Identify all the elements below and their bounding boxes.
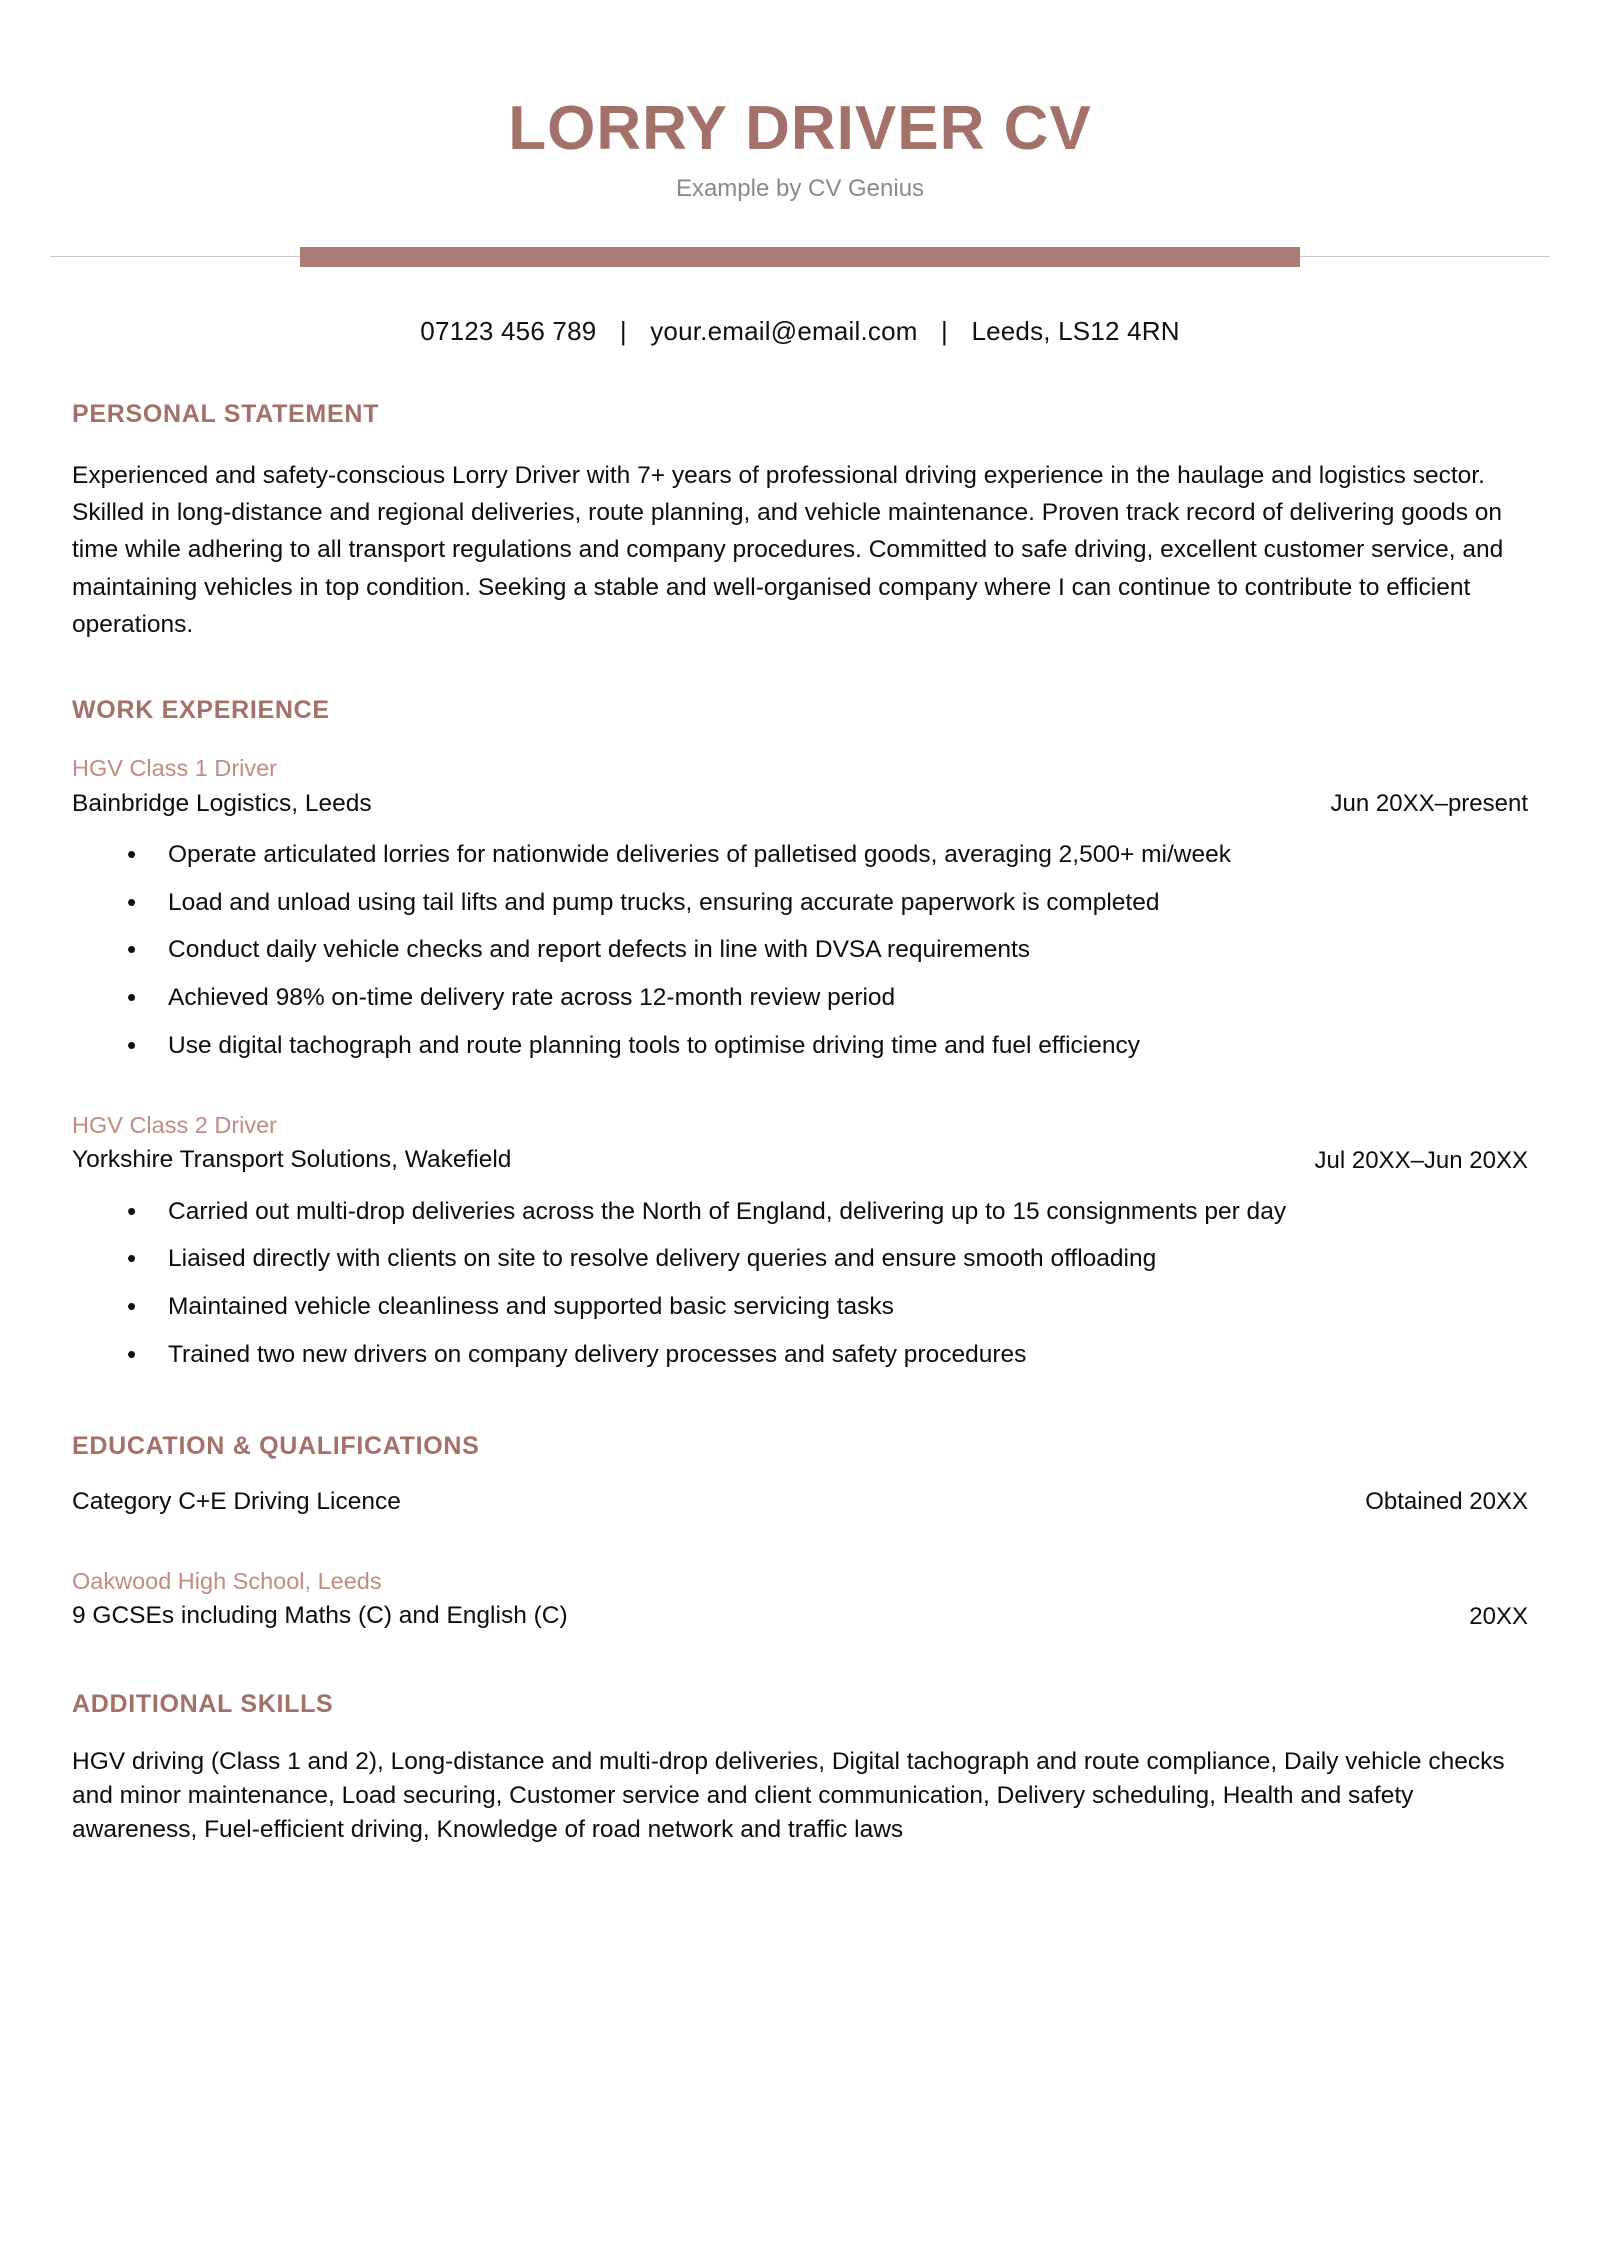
list-item: • Liaised directly with clients on site to resolve delivery queries and ensure smooth offloading bbox=[72, 1242, 1528, 1277]
education-date: 20XX bbox=[1469, 1602, 1528, 1630]
job-title: HGV Class 2 Driver bbox=[72, 1111, 278, 1138]
section-personal-statement bbox=[72, 399, 1528, 643]
section-work-experience bbox=[72, 695, 1528, 1373]
education-detail: 9 GCSEs including Maths (C) and English (C) bbox=[72, 1602, 568, 1630]
job-company: Yorkshire Transport Solutions, Wakefield bbox=[72, 1146, 512, 1174]
job-bullet-list bbox=[72, 1195, 1528, 1373]
job-dates: Jul 20XX–Jun 20XX bbox=[1314, 1146, 1528, 1174]
job-company: Bainbridge Logistics, Leeds bbox=[72, 789, 372, 817]
work-experience-entry bbox=[72, 753, 1528, 1064]
education-detail: Category C+E Driving Licence bbox=[72, 1487, 401, 1515]
job-bullet-list bbox=[72, 838, 1528, 1064]
job-title: HGV Class 1 Driver bbox=[72, 755, 278, 782]
section-title-education: EDUCATION & QUALIFICATIONS bbox=[72, 1431, 480, 1460]
work-experience-body bbox=[72, 753, 1528, 1373]
education-entry bbox=[72, 1566, 1528, 1633]
contact-phone: 07123 456 789 bbox=[420, 315, 597, 346]
contact-location: Leeds, LS12 4RN bbox=[971, 315, 1180, 346]
contact-line bbox=[72, 316, 1528, 347]
section-title-personal-statement: PERSONAL STATEMENT bbox=[72, 399, 380, 428]
education-body bbox=[72, 1483, 1528, 1633]
work-experience-entry bbox=[72, 1110, 1528, 1373]
list-item: • Maintained vehicle cleanliness and supported basic servicing tasks bbox=[72, 1290, 1528, 1325]
job-header bbox=[72, 753, 1528, 820]
section-additional-skills bbox=[72, 1689, 1528, 1848]
contact-email: your.email@email.com bbox=[650, 315, 918, 346]
additional-skills-text: HGV driving (Class 1 and 2), Long-distance and multi-drop deliveries, Digital tachograph and route compliance, Daily vehicle checks and minor maintenance, Load securing, Customer service and client communication, Delivery scheduling, Health and safety awareness, Fuel-efficient driving, Knowledge of road network and traffic laws bbox=[72, 1747, 1505, 1844]
list-item: • Achieved 98% on-time delivery rate across 12-month review period bbox=[72, 981, 1528, 1016]
header-divider bbox=[72, 246, 1528, 268]
cv-header bbox=[72, 0, 1528, 204]
section-title-additional-skills: ADDITIONAL SKILLS bbox=[72, 1689, 334, 1718]
job-dates: Jun 20XX–present bbox=[1330, 789, 1528, 817]
job-header bbox=[72, 1110, 1528, 1177]
job-header-left bbox=[72, 1110, 1291, 1177]
contact-separator-1: | bbox=[619, 315, 627, 346]
education-school: Oakwood High School, Leeds bbox=[72, 1567, 382, 1594]
list-item: • Load and unload using tail lifts and pump trucks, ensuring accurate paperwork is completed bbox=[72, 886, 1528, 921]
personal-statement-body bbox=[72, 457, 1528, 643]
list-item: • Operate articulated lorries for nationwide deliveries of palletised goods, averaging 2,500+ mi/week bbox=[72, 838, 1528, 873]
personal-statement-text: Experienced and safety-conscious Lorry Driver with 7+ years of professional driving experience in the haulage and logistics sector. Skilled in long-distance and regional deliveries, route planning, and vehicle maintenance. Proven track record of delivering goods on time while adhering to all transport regulations and company procedures. Committed to safe driving, excellent customer service, and maintaining vehicles in top condition. Seeking a stable and well-organised company where I can continue to contribute to efficient operations. bbox=[72, 461, 1504, 638]
page-subtitle: Example by CV Genius bbox=[675, 175, 925, 203]
list-item: • Carried out multi-drop deliveries across the North of England, delivering up to 15 consignments per day bbox=[72, 1195, 1388, 1230]
education-entry bbox=[72, 1483, 1528, 1518]
contact-separator-2: | bbox=[941, 315, 949, 346]
education-entry-left bbox=[72, 1566, 1445, 1633]
education-date: Obtained 20XX bbox=[1365, 1487, 1528, 1515]
list-item: • Trained two new drivers on company delivery processes and safety procedures bbox=[72, 1338, 1528, 1373]
education-entry-left bbox=[72, 1483, 1341, 1518]
list-item: • Use digital tachograph and route planning tools to optimise driving time and fuel efficiency bbox=[72, 1029, 1528, 1064]
section-education bbox=[72, 1431, 1528, 1633]
page-title: LORRY DRIVER CV bbox=[508, 94, 1092, 163]
job-header-left bbox=[72, 753, 1307, 820]
header-accent-bar bbox=[300, 247, 1300, 267]
section-title-work-experience: WORK EXPERIENCE bbox=[72, 696, 330, 725]
list-item: • Conduct daily vehicle checks and report defects in line with DVSA requirements bbox=[72, 933, 1528, 968]
